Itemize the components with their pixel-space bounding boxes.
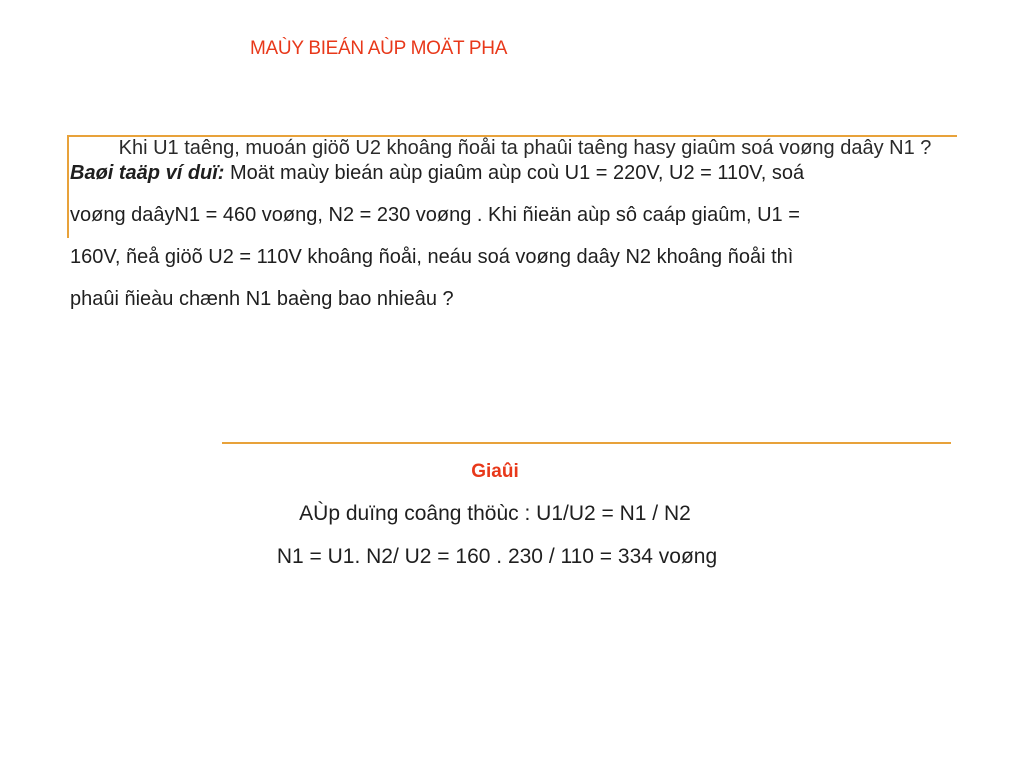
exercise-line-3: 160V, ñeå giöõ U2 = 110V khoâng ñoåi, neáu soá voøng daây N2 khoâng ñoåi thì xyxy=(70,246,794,268)
formula-line-2 xyxy=(0,545,1024,569)
overlay-question: Khi U1 taêng, muoán giöõ U2 khoâng ñoåi ta phaûi taêng hasy giaûm soá voøng daây N1 ? xyxy=(118,137,932,159)
exercise-line-1-rest: Moät maùy bieán aùp giaûm aùp coù U1 = 220V, U2 = 110V, soá xyxy=(224,162,805,184)
formula-line-1 xyxy=(0,502,1024,526)
slide-title: MAÙY BIEÁN AÙP MOÄT PHA xyxy=(250,38,508,59)
frame-bottom-rule xyxy=(222,442,951,444)
exercise-lead: Baøi taäp ví duï: xyxy=(70,162,225,184)
formula-line-1-text: AÙp duïng coâng thöùc : U1/U2 = N1 / N2 xyxy=(299,502,691,525)
solution-heading-text: Giaûi xyxy=(471,461,519,482)
solution-heading xyxy=(0,461,1024,483)
exercise-line-2: voøng daâyN1 = 460 voøng, N2 = 230 voøng . Khi ñieän aùp sô caáp giaûm, U1 = xyxy=(70,204,800,226)
frame-left-rule xyxy=(67,135,69,238)
formula-line-2-text: N1 = U1. N2/ U2 = 160 . 230 / 110 = 334 voøng xyxy=(276,545,718,568)
exercise-paragraph xyxy=(70,152,950,320)
exercise-line-4: phaûi ñieàu chænh N1 baèng bao nhieâu ? xyxy=(70,288,454,310)
